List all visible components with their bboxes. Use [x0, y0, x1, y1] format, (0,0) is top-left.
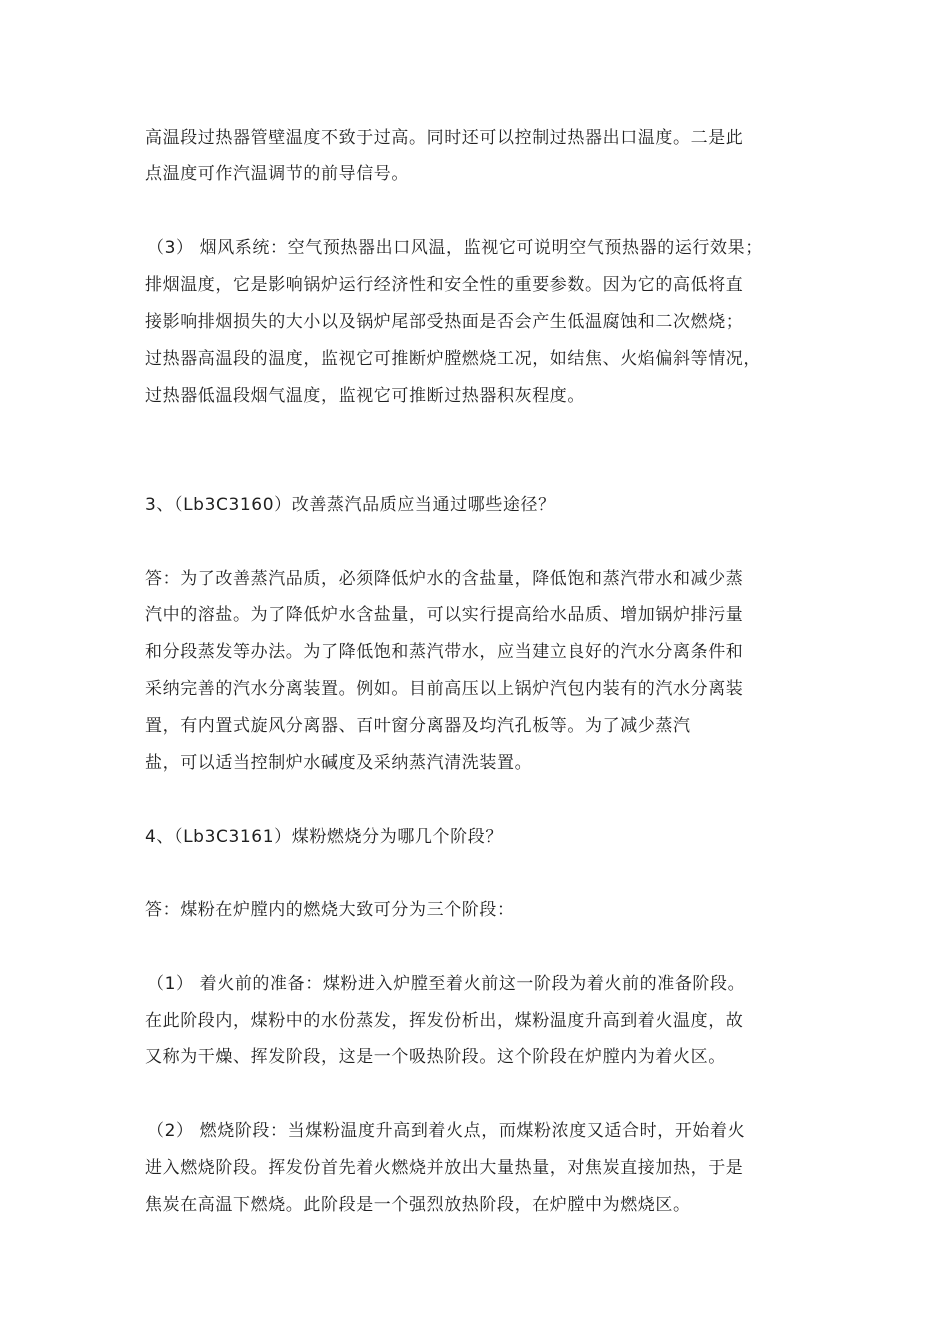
text-line: 采纳完善的汽水分离装置。例如。目前高压以上锅炉汽包内装有的汽水分离装: [145, 679, 744, 699]
text-line: 进入燃烧阶段。挥发份首先着火燃烧并放出大量热量，对焦炭直接加热，于是: [145, 1158, 744, 1178]
question-heading: 4、（Lb3C3161）煤粉燃烧分为哪几个阶段？: [145, 827, 503, 847]
text-line: 置，有内置式旋风分离器、百叶窗分离器及均汽孔板等。为了减少蒸汽: [145, 716, 691, 736]
text-line: 答：煤粉在炉膛内的燃烧大致可分为三个阶段：: [145, 900, 515, 920]
text-line: （1） 着火前的准备：煤粉进入炉膛至着火前这一阶段为着火前的准备阶段。: [147, 974, 746, 994]
text-line: 高温段过热器管壁温度不致于过高。同时还可以控制过热器出口温度。二是此: [145, 128, 744, 148]
text-line: （3） 烟风系统：空气预热器出口风温，监视它可说明空气预热器的运行效果；: [147, 238, 763, 258]
text-line: 盐，可以适当控制炉水碱度及采纳蒸汽清洗装置。: [145, 753, 533, 773]
question-heading: 3、（Lb3C3160）改善蒸汽品质应当通过哪些途径？: [145, 495, 556, 515]
text-line: 在此阶段内，煤粉中的水份蒸发，挥发份析出，煤粉温度升高到着火温度，故: [145, 1011, 744, 1031]
text-line: 排烟温度，它是影响锅炉运行经济性和安全性的重要参数。因为它的高低将直: [145, 275, 744, 295]
text-line: （2） 燃烧阶段：当煤粉温度升高到着火点，而煤粉浓度又适合时，开始着火: [147, 1121, 746, 1141]
text-line: 又称为干燥、挥发阶段，这是一个吸热阶段。这个阶段在炉膛内为着火区。: [145, 1047, 726, 1067]
text-line: 焦炭在高温下燃烧。此阶段是一个强烈放热阶段，在炉膛中为燃烧区。: [145, 1195, 691, 1215]
text-line: 答：为了改善蒸汽品质，必须降低炉水的含盐量，降低饱和蒸汽带水和减少蒸: [145, 569, 744, 589]
text-line: 和分段蒸发等办法。为了降低饱和蒸汽带水，应当建立良好的汽水分离条件和: [145, 642, 744, 662]
text-line: 点温度可作汽温调节的前导信号。: [145, 164, 409, 184]
text-line: 汽中的溶盐。为了降低炉水含盐量，可以实行提高给水品质、增加锅炉排污量: [145, 605, 744, 625]
text-line: 过热器低温段烟气温度，监视它可推断过热器积灰程度。: [145, 386, 585, 406]
text-line: 接影响排烟损失的大小以及锅炉尾部受热面是否会产生低温腐蚀和二次燃烧；: [145, 312, 744, 332]
text-line: 过热器高温段的温度，监视它可推断炉膛燃烧工况，如结焦、火焰偏斜等情况，: [145, 349, 761, 369]
